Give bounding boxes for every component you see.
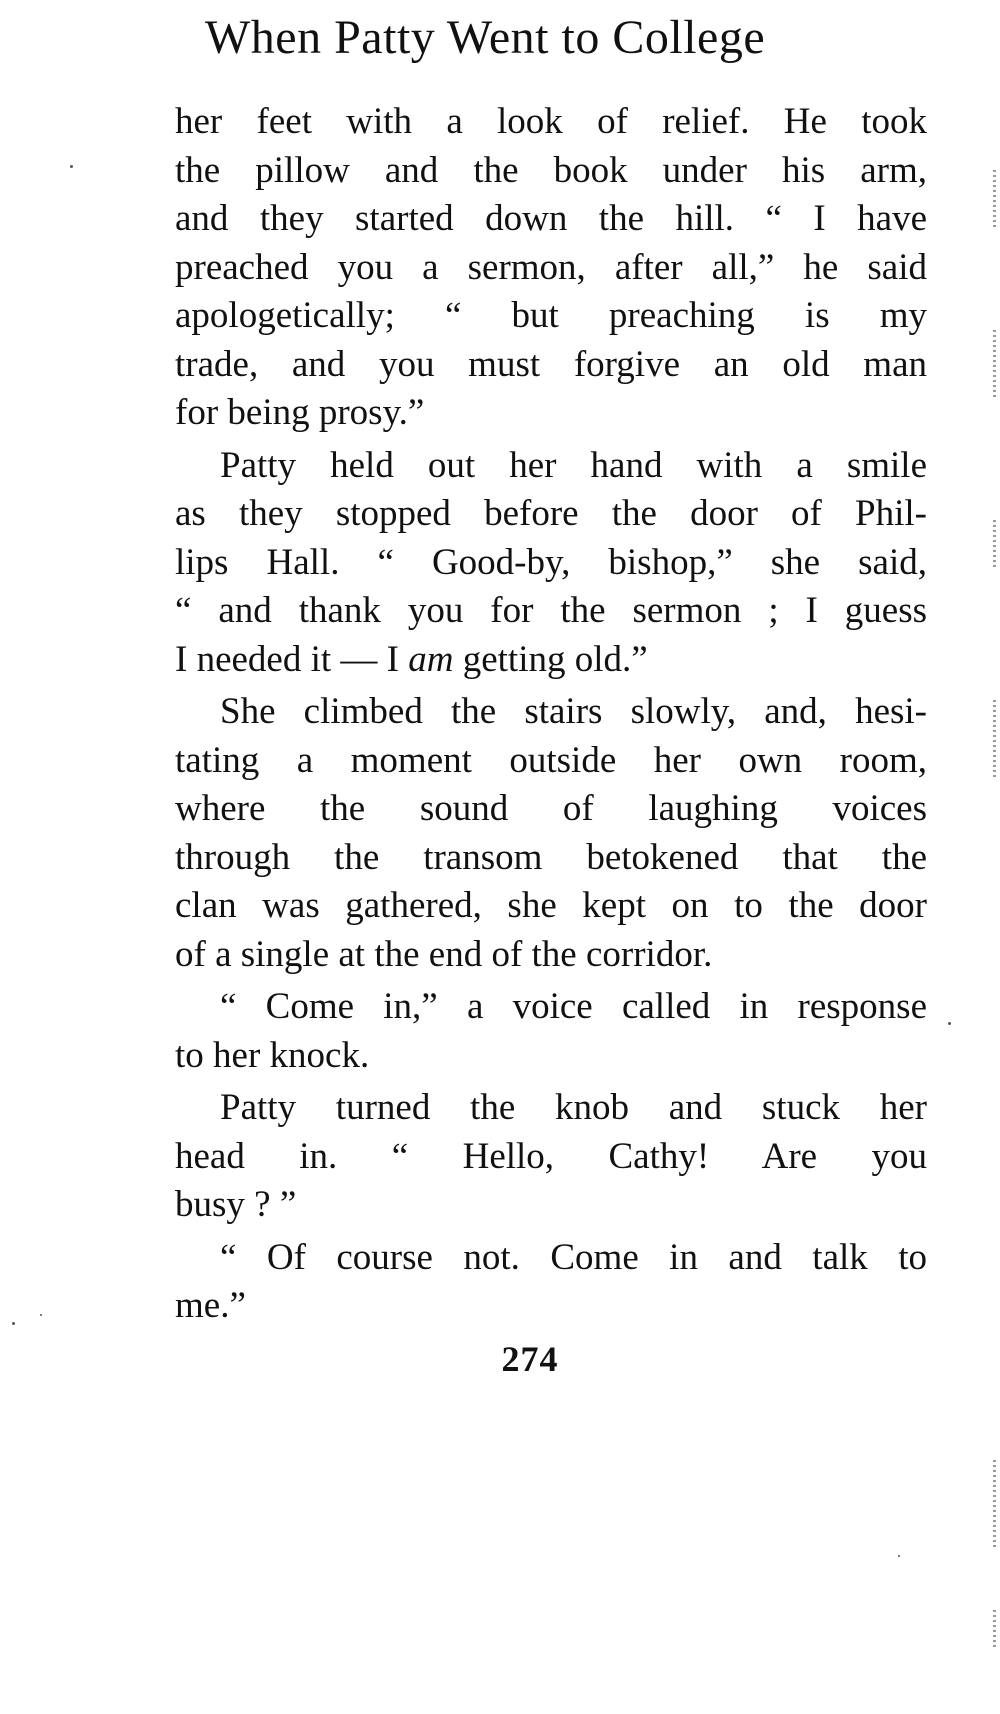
- scan-speck: [948, 1022, 951, 1025]
- scan-speck: [12, 1322, 15, 1325]
- paragraph-6: [175, 1234, 927, 1331]
- text-line: Patty turned the knob and stuck her: [220, 1087, 927, 1128]
- text-line: preached you a sermon, after all,” he said: [175, 246, 927, 288]
- text-line: tating a moment outside her own room,: [175, 739, 927, 781]
- text-line: “ and thank you for the sermon ; I guess: [175, 590, 927, 631]
- scan-speck: [898, 1555, 900, 1557]
- text-run: I needed it — I: [175, 638, 409, 680]
- scan-edge-mark: [993, 170, 996, 230]
- text-line: “ Come in,” a voice called in response: [220, 986, 927, 1027]
- paragraph-5: [175, 1084, 927, 1230]
- running-head: When Patty Went to College: [205, 11, 766, 64]
- text-line: as they stopped before the door of Phil-: [175, 493, 927, 534]
- text-line: her feet with a look of relief. He took: [175, 101, 927, 142]
- text-line: “ Of course not. Come in and talk to: [220, 1236, 927, 1278]
- scan-speck: [40, 1314, 42, 1316]
- text-line: for being prosy.”: [175, 392, 425, 433]
- text-run: getting old.”: [453, 638, 648, 680]
- text-line: through the transom betokened that the: [175, 836, 927, 878]
- text-line: of a single at the end of the corridor.: [175, 933, 713, 975]
- text-line: lips Hall. “ Good-by, bishop,” she said,: [175, 541, 927, 583]
- paragraph-1: [175, 98, 927, 438]
- page-number: 274: [501, 1339, 559, 1379]
- scan-edge-mark: [993, 330, 996, 400]
- scan-edge-mark: [993, 700, 996, 780]
- body-text: [175, 98, 927, 1335]
- text-line: to her knock.: [175, 1034, 370, 1076]
- text-line: apologetically; “ but preaching is my: [175, 295, 927, 336]
- paragraph-4: [175, 983, 927, 1080]
- scan-edge-mark: [993, 1610, 996, 1650]
- text-line: the pillow and the book under his arm,: [175, 149, 927, 191]
- text-line: [175, 636, 927, 685]
- text-line: Patty held out her hand with a smile: [220, 444, 927, 486]
- emphasis-word: am: [408, 638, 454, 680]
- paragraph-2: [175, 442, 927, 685]
- text-line: where the sound of laughing voices: [175, 788, 927, 829]
- scan-speck: [70, 165, 73, 168]
- scan-edge-mark: [993, 520, 996, 570]
- text-line: busy ? ”: [175, 1184, 297, 1225]
- text-line: trade, and you must forgive an old man: [175, 343, 927, 385]
- text-line: She climbed the stairs slowly, and, hesi-: [220, 691, 927, 732]
- text-line: clan was gathered, she kept on to the door: [175, 885, 927, 926]
- paragraph-3: [175, 688, 927, 979]
- scan-edge-mark: [993, 1460, 996, 1550]
- text-line: me.”: [175, 1285, 246, 1326]
- text-line: head in. “ Hello, Cathy! Are you: [175, 1135, 927, 1177]
- text-line: and they started down the hill. “ I have: [175, 198, 927, 239]
